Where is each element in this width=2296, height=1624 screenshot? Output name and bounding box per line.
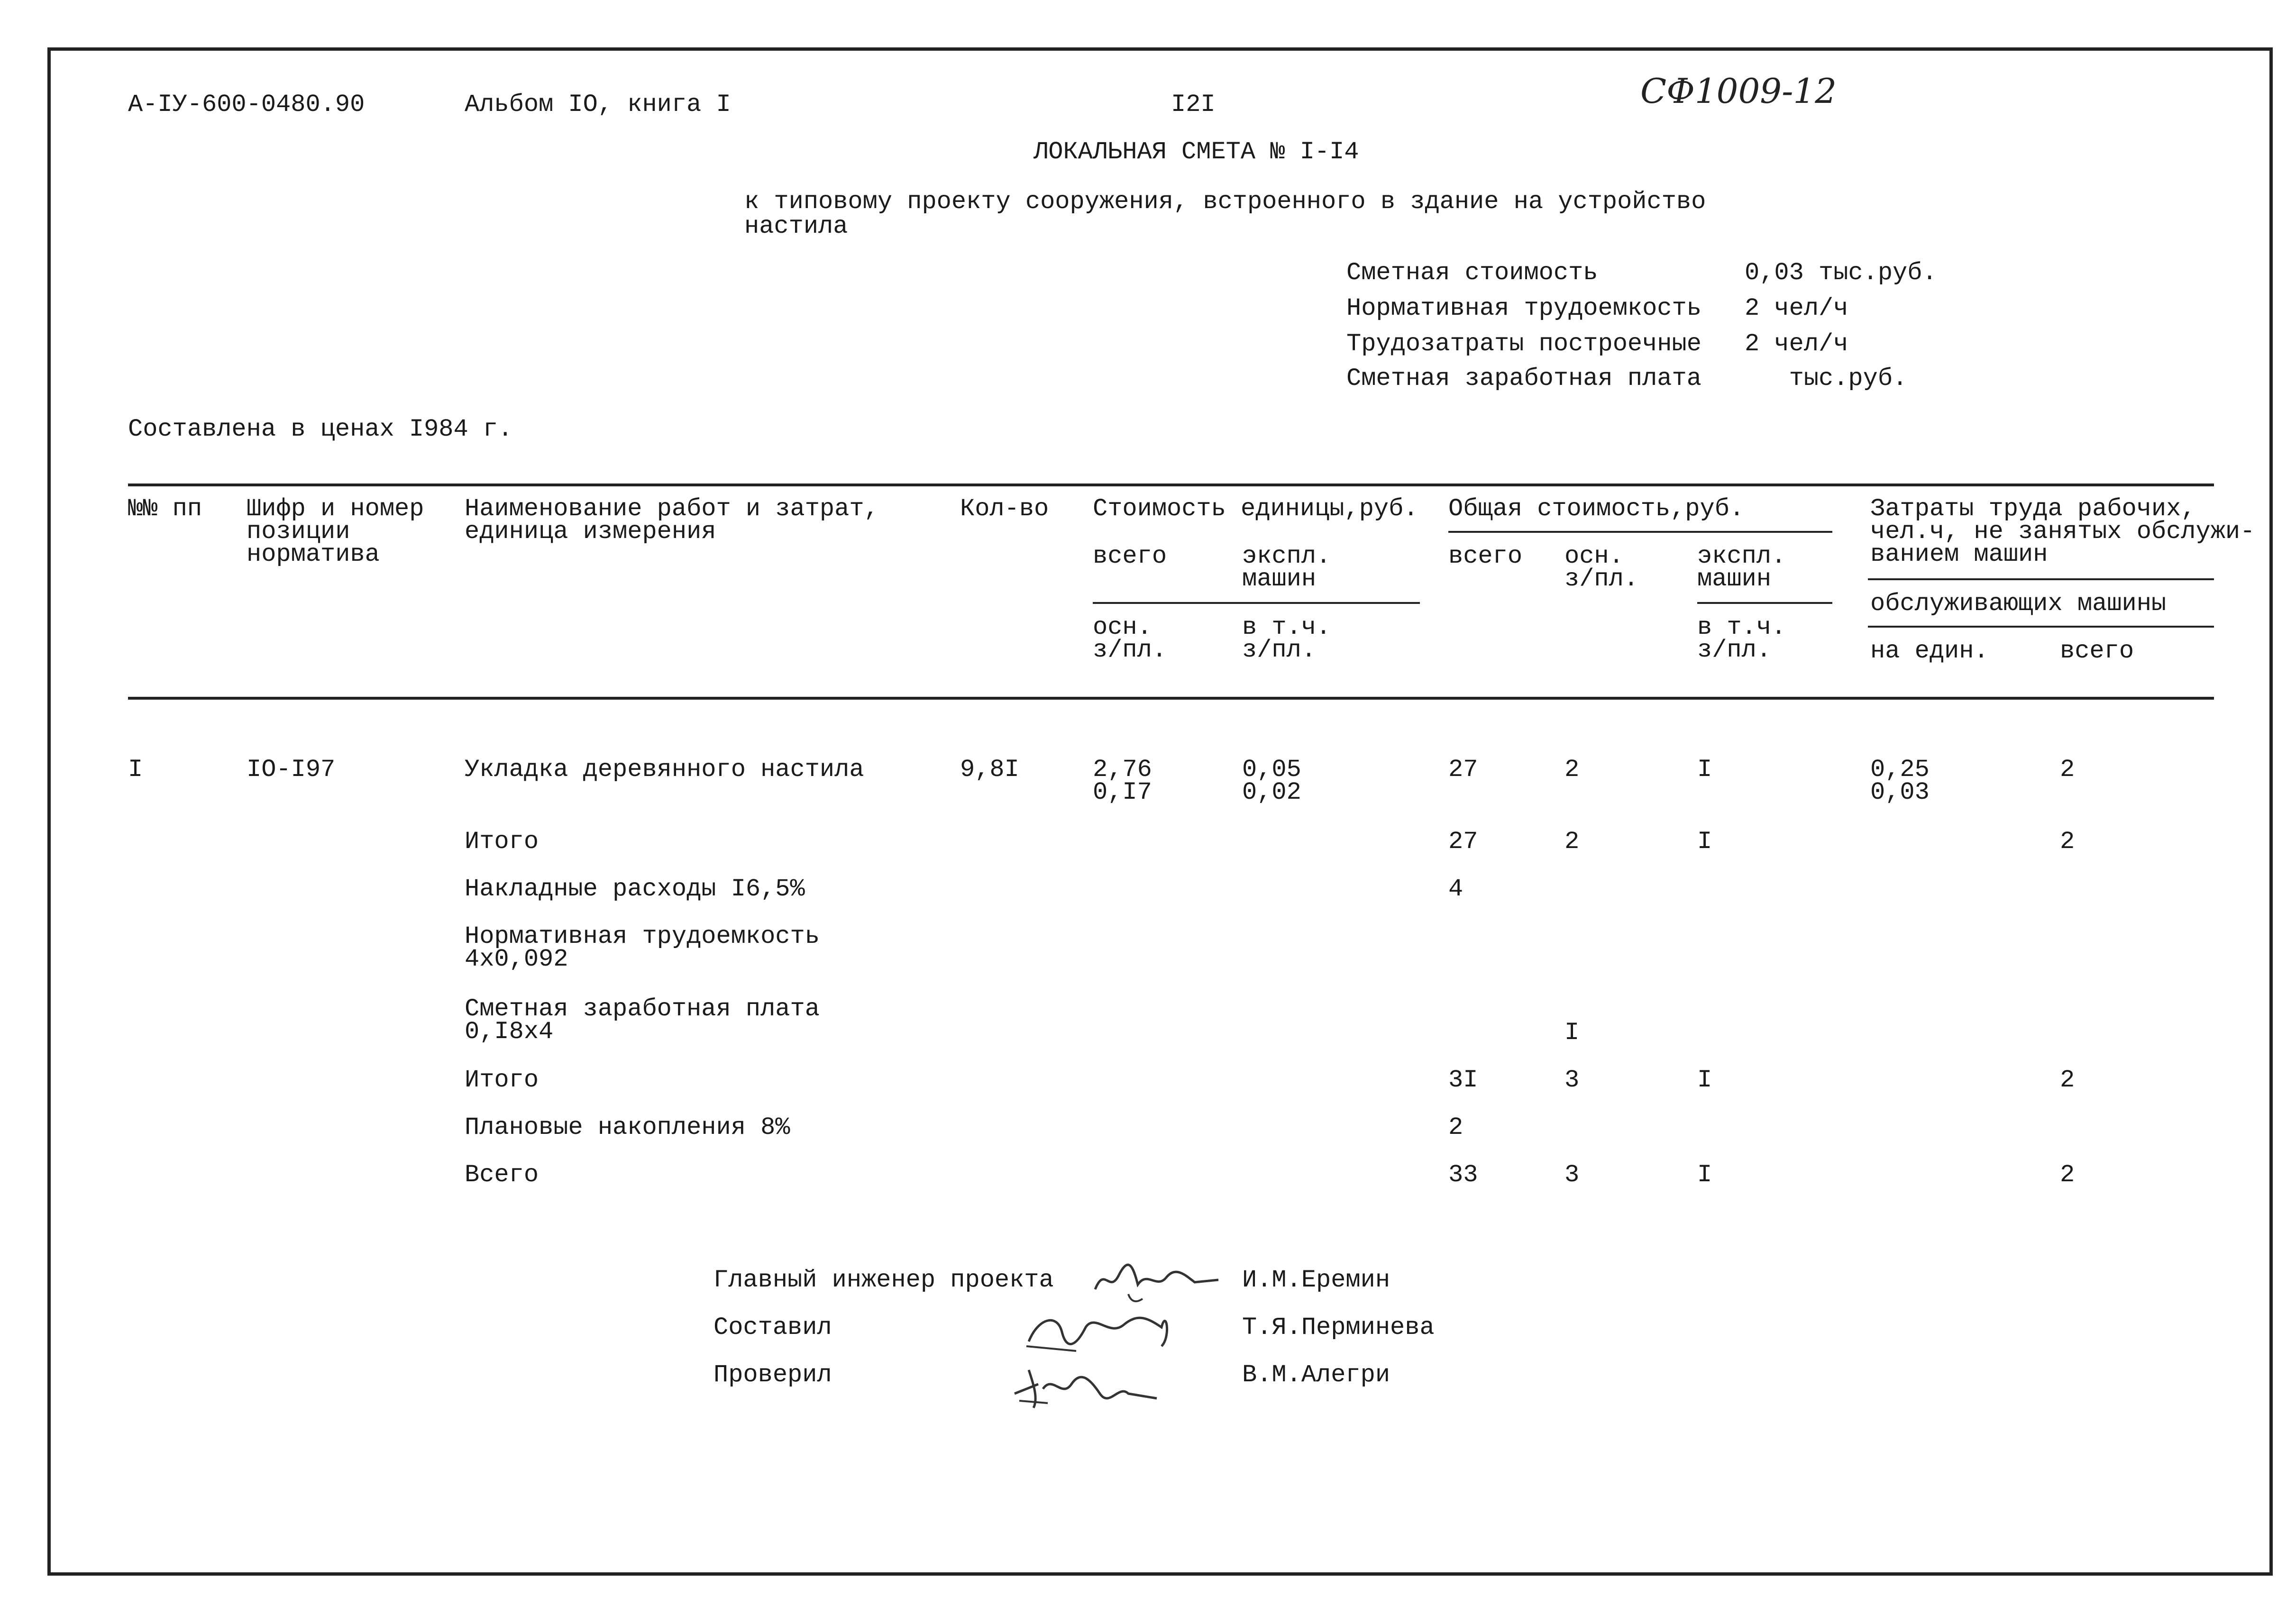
col-labor-machines-header: обслуживающих машины (1870, 590, 2167, 618)
signature-name: И.М.Еремин (1242, 1266, 1390, 1294)
row-labor-total: 2 (2060, 756, 2075, 784)
col-qty-header: Кол-во (960, 495, 1049, 523)
row-labor-total: 2 (2060, 828, 2075, 856)
table-top-rule (128, 484, 2214, 486)
summary-value: тыс.руб. (1745, 365, 1908, 392)
col-labor-total-header: всего (2060, 637, 2134, 665)
row-machines: I (1697, 1161, 1712, 1189)
unit-cost-rule (1093, 602, 1420, 604)
col-total-cost-header: Общая стоимость,руб. (1448, 495, 1745, 523)
col-code-header: Шифр и номер позиции норматива (247, 495, 424, 568)
summary-value: 0,03 тыс.руб. (1745, 259, 1937, 287)
row-name: Всего (465, 1161, 539, 1189)
row-total: 33 (1448, 1161, 1478, 1189)
col-unit-incl-wage-header: в т.ч. з/пл. (1242, 613, 1331, 664)
col-total-all-header: всего (1448, 542, 1523, 570)
labor-rule-2 (1868, 626, 2214, 628)
row-total: 3I (1448, 1066, 1478, 1094)
row-name: Итого (465, 828, 539, 856)
row-machines: I (1697, 1066, 1712, 1094)
total-cost-rule (1448, 531, 1832, 533)
row-name: Нормативная трудоемкость 4x0,092 (465, 922, 820, 973)
col-total-incl-wage-header: в т.ч. з/пл. (1697, 613, 1786, 664)
page-number: I2I (1171, 91, 1216, 119)
col-name-header: Наименование работ и затрат, единица измерения (465, 495, 879, 546)
signature-role: Главный инженер проекта (713, 1266, 1054, 1294)
col-labor-header: Затраты труда рабочих, чел.ч, не занятых обслужи- ванием машин (1870, 495, 2255, 568)
row-name: Итого (465, 1066, 539, 1094)
machines-rule (1697, 602, 1832, 604)
row-wage: 2 (1564, 756, 1580, 784)
signature-role: Составил (713, 1314, 832, 1341)
col-total-machines-header: экспл. машин (1697, 542, 1786, 593)
col-total-wage-header: осн. з/пл. (1564, 542, 1639, 593)
signature-scribble-alegri (1005, 1356, 1166, 1422)
doc-code: А-IУ-600-0480.90 (128, 91, 365, 119)
handwritten-stamp: СФ1009-12 (1640, 71, 1837, 111)
row-unit-total: 2,76 0,I7 (1093, 756, 1152, 806)
col-unit-base-wage-header: осн. з/пл. (1093, 613, 1167, 664)
row-name: Накладные расходы I6,5% (465, 875, 805, 903)
summary-label: Нормативная трудоемкость (1346, 294, 1701, 322)
summary-label: Трудозатраты построечные (1346, 330, 1701, 358)
row-labor-total: 2 (2060, 1161, 2075, 1189)
prices-note: Составлена в ценах I984 г. (128, 415, 513, 443)
labor-rule-1 (1868, 578, 2214, 580)
row-num: I (128, 756, 143, 784)
row-machines: I (1697, 756, 1712, 784)
summary-label: Сметная заработная плата (1346, 365, 1701, 392)
album-label: Альбом IO, книга I (465, 91, 731, 119)
document-title: ЛОКАЛЬНАЯ СМЕТА № I-I4 (1034, 138, 1359, 166)
table-header-bottom-rule (128, 697, 2214, 700)
subtitle-line1: к типовому проекту сооружения, встроенного в здание на устройство (744, 188, 1706, 216)
row-name: Плановые накопления 8% (465, 1113, 790, 1141)
col-unit-machines-header: экспл. машин (1242, 542, 1331, 593)
row-wage: I (1564, 1019, 1580, 1047)
row-name: Укладка деревянного настила (465, 756, 864, 784)
col-unit-cost-header: Стоимость единицы,руб. (1093, 495, 1418, 523)
row-name: Сметная заработная плата 0,I8x4 (465, 995, 820, 1046)
row-wage: 2 (1564, 828, 1580, 856)
summary-label: Сметная стоимость (1346, 259, 1598, 287)
row-total: 4 (1448, 875, 1464, 903)
row-labor-total: 2 (2060, 1066, 2075, 1094)
col-unit-total-header: всего (1093, 542, 1167, 570)
row-total: 2 (1448, 1113, 1464, 1141)
signature-name: Т.Я.Перминева (1242, 1314, 1435, 1341)
row-code: IO-I97 (247, 756, 336, 784)
col-labor-per-unit-header: на един. (1870, 637, 1989, 665)
row-qty: 9,8I (960, 756, 1019, 784)
signature-name: В.М.Алегри (1242, 1361, 1390, 1389)
signature-scribble-perminova (1019, 1299, 1185, 1360)
row-wage: 3 (1564, 1161, 1580, 1189)
row-wage: 3 (1564, 1066, 1580, 1094)
subtitle-line2: настила (744, 212, 848, 240)
row-total: 27 (1448, 756, 1478, 784)
row-unit-machines: 0,05 0,02 (1242, 756, 1301, 806)
summary-value: 2 чел/ч (1745, 294, 1848, 322)
signature-role: Проверил (713, 1361, 832, 1389)
row-total: 27 (1448, 828, 1478, 856)
summary-value: 2 чел/ч (1745, 330, 1848, 358)
col-num-header: №№ пп (128, 495, 202, 523)
row-machines: I (1697, 828, 1712, 856)
row-labor-unit: 0,25 0,03 (1870, 756, 1930, 806)
